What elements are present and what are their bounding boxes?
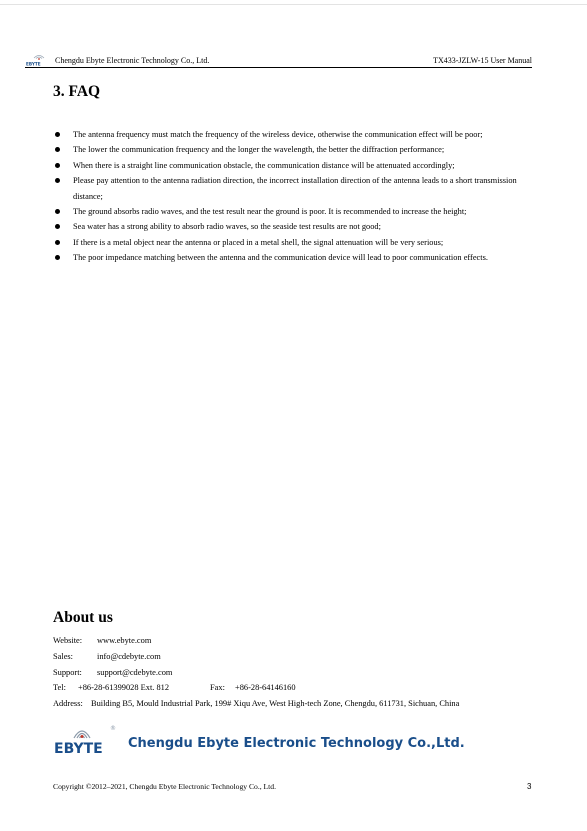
faq-item [53,158,534,173]
faq-item [53,142,534,157]
faq-item-text: The poor impedance matching between the antenna and the communication device will lead to poor communication effects. [73,253,488,263]
header-logo-text: EBYTE [26,61,41,66]
bullet-icon [55,240,60,245]
ebyte-brand-logo-icon [52,722,120,758]
registered-mark: ® [110,725,116,732]
bullet-icon [55,132,60,137]
bullet-icon [55,209,60,214]
sales-label: Sales: [53,652,74,661]
faq-item [53,235,534,250]
address-value: Building B5, Mould Industrial Park, 199# Xiqu Ave, West High-tech Zone, Chengdu, 611731, Sichuan, China [91,699,460,708]
tel-value: +86-28-61399028 Ext. 812 [78,683,170,692]
about-title: About us [53,609,113,626]
bullet-icon [55,255,60,260]
faq-item-text: The ground absorbs radio waves, and the test result near the ground is poor. It is recommended to increase the height; [73,207,467,217]
page-header [25,54,532,68]
sales-line [53,652,161,661]
header-rule [25,67,532,68]
faq-item-text: Please pay attention to the antenna radiation direction, the incorrect installation direction of the antenna leads to a short transmission distance; [73,176,517,201]
website-label: Website: [53,636,83,645]
faq-item [53,219,534,234]
support-value[interactable]: support@cdebyte.com [97,668,173,677]
fax-label: Fax: [210,683,225,692]
top-edge-line [0,4,587,5]
faq-item [53,173,534,204]
faq-list [53,127,534,266]
address-line [53,699,459,708]
header-company: Chengdu Ebyte Electronic Technology Co., Ltd. [55,56,210,65]
faq-item-text: If there is a metal object near the antenna or placed in a metal shell, the signal attenuation will be very serious; [73,237,444,247]
copyright: Copyright ©2012–2021, Chengdu Ebyte Electronic Technology Co., Ltd. [53,782,276,791]
support-line [53,668,172,677]
page-number: 3 [527,782,532,791]
address-label: Address: [53,699,83,708]
bullet-icon [55,178,60,183]
tel-line [53,683,296,692]
faq-item [53,250,534,265]
faq-item [53,204,534,219]
bullet-icon [55,163,60,168]
sales-value[interactable]: info@cdebyte.com [97,652,161,661]
faq-item [53,127,534,142]
faq-item-text: Sea water has a strong ability to absorb radio waves, so the seaside test results are not good; [73,222,381,232]
fax-value: +86-28-64146160 [235,683,296,692]
faq-item-text: When there is a straight line communication obstacle, the communication distance will be attenuated accordingly; [73,160,455,170]
section-title: 3. FAQ [53,83,101,100]
faq-item-text: The lower the communication frequency and the longer the wavelength, the better the diffraction performance; [73,145,445,155]
website-line [53,636,151,645]
support-label: Support: [53,668,82,677]
ebyte-header-logo-icon [25,54,53,66]
brand-company-name: Chengdu Ebyte Electronic Technology Co.,Ltd. [128,736,465,751]
website-value[interactable]: www.ebyte.com [97,636,152,645]
bullet-icon [55,224,60,229]
brand-logo-text: EBYTE [54,741,103,757]
tel-label: Tel: [53,683,66,692]
faq-item-text: The antenna frequency must match the frequency of the wireless device, otherwise the communication effect will be poor; [73,130,483,139]
bullet-icon [55,147,60,152]
header-manual-title: TX433-JZLW-15 User Manual [433,56,532,65]
